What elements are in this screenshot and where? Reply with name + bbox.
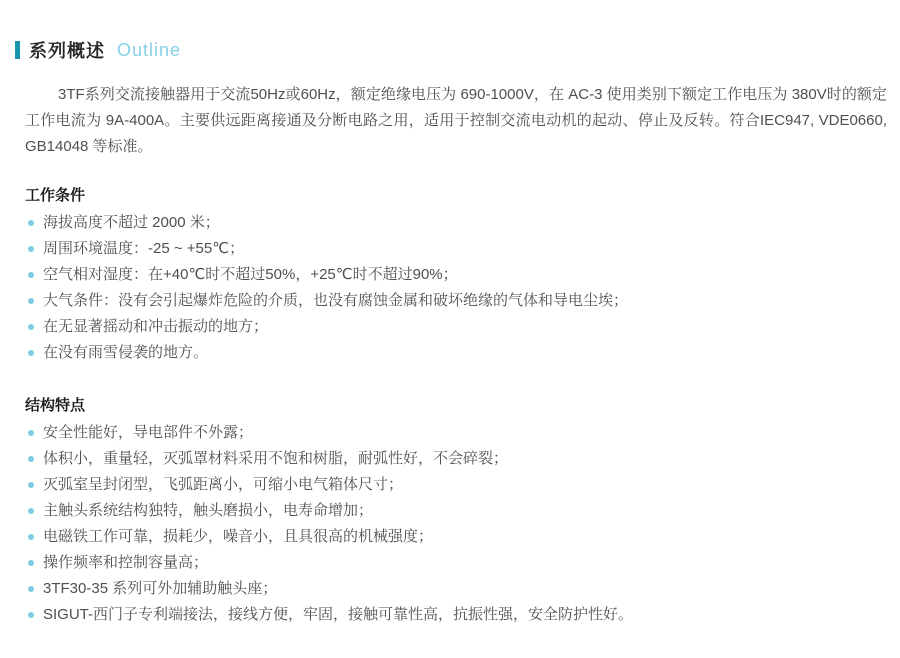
page-title-en: Outline <box>117 39 182 60</box>
page-title <box>15 38 887 62</box>
list-item-text: SIGUT-西门子专利端接法，接线方便，牢固，接触可靠性高，抗振性强，安全防护性好。 <box>43 606 634 623</box>
bullet-dot-icon <box>28 508 34 514</box>
bullet-dot-icon <box>28 220 34 226</box>
list-item-text: 电磁铁工作可靠，损耗少，噪音小，且具很高的机械强度； <box>43 528 434 545</box>
bullet-dot-icon <box>28 272 34 278</box>
list-item <box>25 236 887 262</box>
bullet-dot-icon <box>28 534 34 540</box>
list-item-text: 在没有雨雪侵袭的地方。 <box>43 344 209 361</box>
section-heading-working-conditions: 工作条件 <box>25 187 86 204</box>
bullet-dot-icon <box>28 560 34 566</box>
list-item <box>25 576 887 602</box>
list-item <box>25 288 887 314</box>
list-item <box>25 262 887 288</box>
list-item <box>25 420 887 446</box>
list-item <box>25 550 887 576</box>
list-item-text: 主触头系统结构独特，触头磨损小，电寿命增加； <box>43 502 374 519</box>
list-item <box>25 472 887 498</box>
bullet-dot-icon <box>28 324 34 330</box>
accent-bar-icon <box>15 41 20 59</box>
list-item-text: 空气相对湿度：在+40℃时不超过50%，+25℃时不超过90%； <box>43 266 458 283</box>
intro-paragraph: 3TF系列交流接触器用于交流50Hz或60Hz，额定绝缘电压为 690-1000V，在 AC-3 使用类别下额定工作电压为 380V时的额定工作电流为 9A-400A。主要供远距离接通及分断电路之用，适用于控制交流电动机的起动、停止及反转。符合IEC947, VDE0660, GB14048 等标准。 <box>25 86 887 155</box>
list-item-text: 周围环境温度：-25 ~ +55℃； <box>43 240 245 257</box>
list-item-text: 大气条件：没有会引起爆炸危险的介质，也没有腐蚀金属和破坏绝缘的气体和导电尘埃； <box>43 292 629 309</box>
list-item-text: 体积小，重量轻，灭弧罩材料采用不饱和树脂，耐弧性好，不会碎裂； <box>43 450 509 467</box>
list-item-text: 操作频率和控制容量高； <box>43 554 209 571</box>
bullet-dot-icon <box>28 246 34 252</box>
bullet-list-structural-features <box>25 420 887 628</box>
list-item <box>25 340 887 366</box>
page-title-zh: 系列概述 <box>29 41 105 61</box>
list-item-text: 海拔高度不超过 2000 米； <box>43 214 220 231</box>
list-item-text: 安全性能好，导电部件不外露； <box>43 424 254 441</box>
bullet-dot-icon <box>28 586 34 592</box>
bullet-dot-icon <box>28 430 34 436</box>
section-heading-structural-features: 结构特点 <box>25 397 86 414</box>
bullet-dot-icon <box>28 456 34 462</box>
list-item <box>25 524 887 550</box>
bullet-dot-icon <box>28 482 34 488</box>
bullet-dot-icon <box>28 350 34 356</box>
list-item-text: 3TF30-35 系列可外加辅助触头座； <box>43 580 278 597</box>
list-item <box>25 446 887 472</box>
list-item-text: 在无显著摇动和冲击振动的地方； <box>43 318 269 335</box>
list-item-text: 灭弧室呈封闭型，飞弧距离小，可缩小电气箱体尺寸； <box>43 476 404 493</box>
list-item <box>25 314 887 340</box>
bullet-dot-icon <box>28 298 34 304</box>
list-item <box>25 602 887 628</box>
list-item <box>25 210 887 236</box>
bullet-list-working-conditions <box>25 210 887 366</box>
bullet-dot-icon <box>28 612 34 618</box>
list-item <box>25 498 887 524</box>
